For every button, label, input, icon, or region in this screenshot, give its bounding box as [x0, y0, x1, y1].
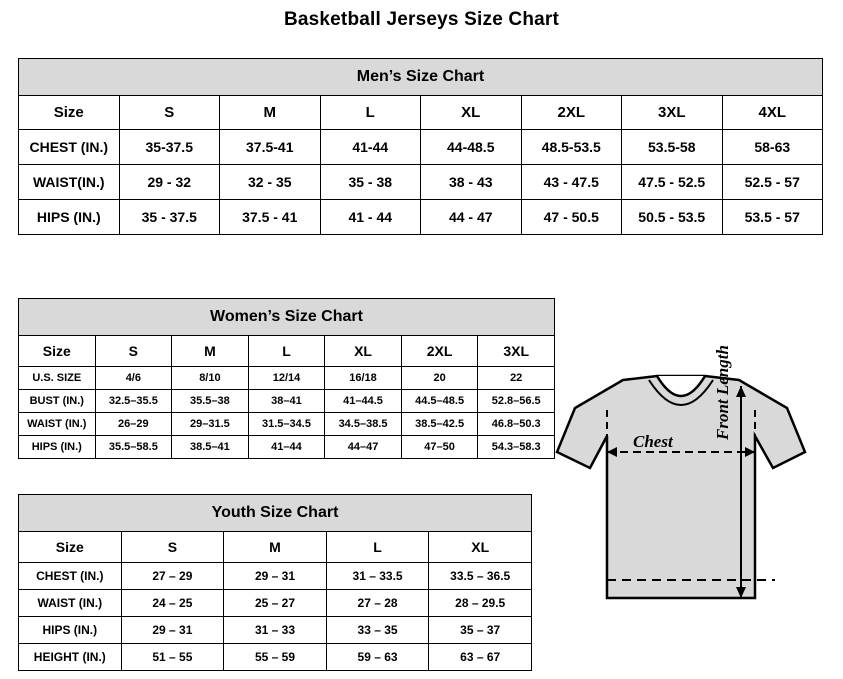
mens-table-body — [19, 59, 823, 235]
mens-cell: 43 - 47.5 — [521, 165, 622, 200]
youth-cell: 29 – 31 — [224, 563, 327, 590]
womens-caption: Women’s Size Chart — [19, 299, 555, 336]
youth-row-label: CHEST (IN.) — [19, 563, 122, 590]
mens-cell: 44 - 47 — [421, 200, 522, 235]
womens-cell: 38.5–42.5 — [401, 413, 478, 436]
table-row — [19, 200, 823, 235]
mens-cell: 48.5-53.5 — [521, 130, 622, 165]
youth-header-cell: L — [326, 532, 429, 563]
youth-cell: 28 – 29.5 — [429, 590, 532, 617]
table-row — [19, 563, 532, 590]
youth-cell: 59 – 63 — [326, 644, 429, 671]
youth-cell: 35 – 37 — [429, 617, 532, 644]
table-row — [19, 413, 555, 436]
mens-cell: 41 - 44 — [320, 200, 421, 235]
youth-size-chart — [18, 494, 532, 671]
mens-row-label: CHEST (IN.) — [19, 130, 120, 165]
womens-cell: 46.8–50.3 — [478, 413, 555, 436]
womens-cell: 29–31.5 — [172, 413, 249, 436]
womens-cell: 8/10 — [172, 367, 249, 390]
mens-cell: 37.5 - 41 — [220, 200, 321, 235]
womens-table-body — [19, 299, 555, 459]
womens-cell: 31.5–34.5 — [248, 413, 325, 436]
womens-cell: 12/14 — [248, 367, 325, 390]
youth-row-label: HEIGHT (IN.) — [19, 644, 122, 671]
youth-row-label: WAIST (IN.) — [19, 590, 122, 617]
mens-cell: 58-63 — [722, 130, 823, 165]
womens-header-cell: L — [248, 336, 325, 367]
womens-cell: 35.5–38 — [172, 390, 249, 413]
mens-header-cell: 2XL — [521, 96, 622, 130]
womens-cell: 16/18 — [325, 367, 402, 390]
youth-header-row — [19, 532, 532, 563]
youth-header-cell: XL — [429, 532, 532, 563]
mens-cell: 35 - 38 — [320, 165, 421, 200]
mens-size-chart — [18, 58, 823, 235]
womens-cell: 35.5–58.5 — [95, 436, 172, 459]
mens-cell: 50.5 - 53.5 — [622, 200, 723, 235]
womens-cell: 32.5–35.5 — [95, 390, 172, 413]
womens-cell: 22 — [478, 367, 555, 390]
youth-row-label: HIPS (IN.) — [19, 617, 122, 644]
womens-cell: 52.8–56.5 — [478, 390, 555, 413]
mens-header-cell: 4XL — [722, 96, 823, 130]
womens-header-cell: 3XL — [478, 336, 555, 367]
womens-header-cell: Size — [19, 336, 96, 367]
mens-cell: 52.5 - 57 — [722, 165, 823, 200]
mens-header-cell: Size — [19, 96, 120, 130]
table-row — [19, 436, 555, 459]
womens-cell: 41–44.5 — [325, 390, 402, 413]
youth-cell: 33 – 35 — [326, 617, 429, 644]
youth-header-cell: S — [121, 532, 224, 563]
youth-cell: 51 – 55 — [121, 644, 224, 671]
mens-row-label: HIPS (IN.) — [19, 200, 120, 235]
mens-header-cell: XL — [421, 96, 522, 130]
womens-cell: 44–47 — [325, 436, 402, 459]
mens-cell: 41-44 — [320, 130, 421, 165]
table-row — [19, 367, 555, 390]
youth-cell: 31 – 33 — [224, 617, 327, 644]
womens-cell: 47–50 — [401, 436, 478, 459]
jersey-measurement-diagram — [545, 340, 835, 660]
mens-header-row — [19, 96, 823, 130]
mens-caption: Men’s Size Chart — [19, 59, 823, 96]
womens-header-cell: M — [172, 336, 249, 367]
womens-cell: 38.5–41 — [172, 436, 249, 459]
mens-table — [18, 58, 823, 235]
youth-header-cell: M — [224, 532, 327, 563]
chest-measure-label: Chest — [633, 432, 673, 451]
mens-cell: 53.5 - 57 — [722, 200, 823, 235]
table-row — [19, 165, 823, 200]
womens-cell: 54.3–58.3 — [478, 436, 555, 459]
youth-cell: 31 – 33.5 — [326, 563, 429, 590]
womens-row-label: HIPS (IN.) — [19, 436, 96, 459]
mens-caption-row — [19, 59, 823, 96]
womens-cell: 44.5–48.5 — [401, 390, 478, 413]
womens-cell: 34.5–38.5 — [325, 413, 402, 436]
table-row — [19, 390, 555, 413]
womens-row-label: U.S. SIZE — [19, 367, 96, 390]
mens-cell: 35 - 37.5 — [119, 200, 220, 235]
mens-header-cell: M — [220, 96, 321, 130]
mens-cell: 47.5 - 52.5 — [622, 165, 723, 200]
womens-cell: 20 — [401, 367, 478, 390]
youth-cell: 29 – 31 — [121, 617, 224, 644]
womens-cell: 26–29 — [95, 413, 172, 436]
jersey-illustration — [545, 340, 835, 640]
youth-cell: 33.5 – 36.5 — [429, 563, 532, 590]
table-row — [19, 644, 532, 671]
womens-cell: 4/6 — [95, 367, 172, 390]
table-row — [19, 590, 532, 617]
mens-cell: 35-37.5 — [119, 130, 220, 165]
youth-cell: 63 – 67 — [429, 644, 532, 671]
mens-cell: 29 - 32 — [119, 165, 220, 200]
page-title: Basketball Jerseys Size Chart — [283, 9, 560, 30]
shirt-outline — [557, 376, 805, 598]
youth-cell: 27 – 29 — [121, 563, 224, 590]
youth-header-cell: Size — [19, 532, 122, 563]
youth-caption: Youth Size Chart — [19, 495, 532, 532]
mens-header-cell: L — [320, 96, 421, 130]
youth-cell: 24 – 25 — [121, 590, 224, 617]
womens-header-cell: S — [95, 336, 172, 367]
womens-row-label: WAIST (IN.) — [19, 413, 96, 436]
womens-table — [18, 298, 555, 459]
mens-header-cell: S — [119, 96, 220, 130]
youth-cell: 25 – 27 — [224, 590, 327, 617]
womens-caption-row — [19, 299, 555, 336]
womens-header-cell: 2XL — [401, 336, 478, 367]
womens-header-row — [19, 336, 555, 367]
womens-cell: 41–44 — [248, 436, 325, 459]
table-row — [19, 130, 823, 165]
mens-cell: 32 - 35 — [220, 165, 321, 200]
womens-cell: 38–41 — [248, 390, 325, 413]
womens-header-cell: XL — [325, 336, 402, 367]
mens-header-cell: 3XL — [622, 96, 723, 130]
mens-row-label: WAIST(IN.) — [19, 165, 120, 200]
mens-cell: 37.5-41 — [220, 130, 321, 165]
youth-cell: 27 – 28 — [326, 590, 429, 617]
womens-row-label: BUST (IN.) — [19, 390, 96, 413]
youth-table — [18, 494, 532, 671]
youth-table-body — [19, 495, 532, 671]
mens-cell: 53.5-58 — [622, 130, 723, 165]
front-length-measure-label: Front Length — [713, 345, 732, 440]
womens-size-chart — [18, 298, 555, 459]
mens-cell: 44-48.5 — [421, 130, 522, 165]
mens-cell: 47 - 50.5 — [521, 200, 622, 235]
table-row — [19, 617, 532, 644]
youth-cell: 55 – 59 — [224, 644, 327, 671]
youth-caption-row — [19, 495, 532, 532]
mens-cell: 38 - 43 — [421, 165, 522, 200]
